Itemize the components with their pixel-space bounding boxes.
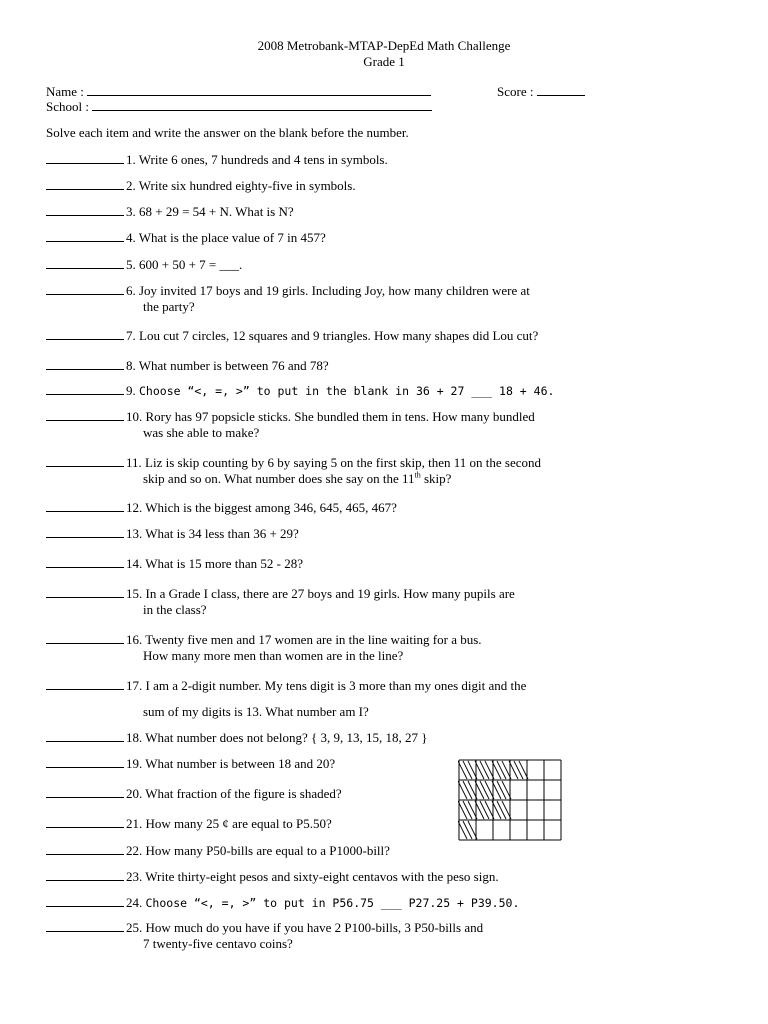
question-text-continued: sum of my digits is 13. What number am I? xyxy=(143,704,369,719)
question-number: 23. xyxy=(126,869,146,884)
question-text: How many 25 ¢ are equal to P5.50? xyxy=(145,816,332,831)
question-number: 4. xyxy=(126,230,139,245)
question-3 xyxy=(46,204,294,220)
question-number: 8. xyxy=(126,358,139,373)
question-number: 22. xyxy=(126,843,146,858)
question-text: Which is the biggest among 346, 645, 465, 467? xyxy=(145,500,397,515)
question-text: Choose “<, =, >” to put in the blank in 36 + 27 ___ 18 + 46. xyxy=(139,384,555,398)
question-21 xyxy=(46,816,332,832)
instructions: Solve each item and write the answer on the blank before the number. xyxy=(46,125,409,140)
shading-hatch xyxy=(463,761,472,779)
question-text: Write 6 ones, 7 hundreds and 4 tens in symbols. xyxy=(138,152,388,167)
question-1 xyxy=(46,152,388,168)
question-text: What number is between 76 and 78? xyxy=(138,358,329,373)
question-text: Rory has 97 popsicle sticks. She bundled them in tens. How many bundled xyxy=(145,409,535,424)
answer-blank[interactable] xyxy=(46,632,124,644)
question-number: 19. xyxy=(126,756,146,771)
question-text: Joy invited 17 boys and 19 girls. Including Joy, how many children were at xyxy=(139,283,530,298)
question-text: 68 + 29 = 54 + N. What is N? xyxy=(139,204,294,219)
grade-label: Grade 1 xyxy=(363,54,405,69)
question-23 xyxy=(46,869,499,885)
answer-blank[interactable] xyxy=(46,895,124,907)
question-text: Twenty five men and 17 women are in the line waiting for a bus. xyxy=(145,632,482,647)
question-number: 17. xyxy=(126,678,146,693)
answer-blank[interactable] xyxy=(46,500,124,512)
question-8 xyxy=(46,358,329,374)
answer-blank[interactable] xyxy=(46,920,124,932)
question-number: 24. xyxy=(126,895,146,910)
shading-hatch xyxy=(463,821,472,839)
answer-blank[interactable] xyxy=(46,455,124,467)
question-text: Liz is skip counting by 6 by saying 5 on the first skip, then 11 on the second xyxy=(145,455,542,470)
question-9 xyxy=(46,383,554,399)
shading-hatch xyxy=(463,781,472,799)
question-text: Write six hundred eighty-five in symbols. xyxy=(138,178,356,193)
question-10 xyxy=(46,409,535,440)
question-number: 3. xyxy=(126,204,139,219)
question-number: 14. xyxy=(126,556,146,571)
answer-blank[interactable] xyxy=(46,556,124,568)
shading-hatch xyxy=(497,761,506,779)
ordinal-suffix: th xyxy=(414,470,421,480)
question-text: What is 34 less than 36 + 29? xyxy=(145,526,299,541)
question-19 xyxy=(46,756,335,772)
question-20 xyxy=(46,786,342,802)
answer-blank[interactable] xyxy=(46,328,124,340)
answer-blank[interactable] xyxy=(46,257,124,269)
question-text-continued: was she able to make? xyxy=(143,425,260,440)
answer-blank[interactable] xyxy=(46,586,124,598)
question-13 xyxy=(46,526,299,542)
answer-blank[interactable] xyxy=(46,756,124,768)
question-number: 25. xyxy=(126,920,146,935)
question-number: 11. xyxy=(126,455,146,470)
question-text: Write thirty-eight pesos and sixty-eight centavos with the peso sign. xyxy=(145,869,499,884)
question-24 xyxy=(46,895,519,911)
answer-blank[interactable] xyxy=(46,869,124,881)
question-number: 12. xyxy=(126,500,146,515)
question-text: What number is between 18 and 20? xyxy=(145,756,336,771)
question-number: 5. xyxy=(126,257,139,272)
question-text: What is 15 more than 52 - 28? xyxy=(145,556,304,571)
shading-hatch xyxy=(514,761,523,779)
question-11 xyxy=(46,455,542,486)
answer-blank[interactable] xyxy=(46,526,124,538)
question-text: Lou cut 7 circles, 12 squares and 9 triangles. How many shapes did Lou cut? xyxy=(139,328,539,343)
question-number: 7. xyxy=(126,328,139,343)
question-text: 600 + 50 + 7 = ___. xyxy=(139,257,243,272)
score-row xyxy=(497,84,585,100)
shading-hatch xyxy=(497,781,506,799)
answer-blank[interactable] xyxy=(46,152,124,164)
question-15 xyxy=(46,586,515,617)
question-number: 6. xyxy=(126,283,139,298)
question-number: 21. xyxy=(126,816,146,831)
question-text: What number does not belong? { 3, 9, 13, 15, 18, 27 } xyxy=(145,730,428,745)
answer-blank[interactable] xyxy=(46,786,124,798)
answer-blank[interactable] xyxy=(46,358,124,370)
question-number: 9. xyxy=(126,383,139,398)
answer-blank[interactable] xyxy=(46,678,124,690)
question-17 xyxy=(46,678,527,719)
question-number: 2. xyxy=(126,178,139,193)
question-text: How much do you have if you have 2 P100-bills, 3 P50-bills and xyxy=(145,920,484,935)
shading-hatch xyxy=(497,801,506,819)
question-4 xyxy=(46,230,326,246)
question-text-continued: the party? xyxy=(143,299,195,314)
score-label: Score : xyxy=(497,84,534,99)
question-7 xyxy=(46,328,538,344)
answer-blank[interactable] xyxy=(46,283,124,295)
answer-blank[interactable] xyxy=(46,843,124,855)
question-18 xyxy=(46,730,427,746)
answer-blank[interactable] xyxy=(46,816,124,828)
question-number: 16. xyxy=(126,632,146,647)
name-label: Name : xyxy=(46,84,84,99)
question-text: What is the place value of 7 in 457? xyxy=(138,230,326,245)
question-number: 18. xyxy=(126,730,146,745)
question-number: 10. xyxy=(126,409,146,424)
shading-hatch xyxy=(480,801,489,819)
school-field[interactable] xyxy=(92,99,432,111)
question-25 xyxy=(46,920,484,951)
question-14 xyxy=(46,556,303,572)
question-12 xyxy=(46,500,397,516)
question-5 xyxy=(46,257,242,273)
question-text-continued: skip and so on. What number does she say on the 11th skip? xyxy=(143,470,452,486)
question-number: 13. xyxy=(126,526,146,541)
question-number: 1. xyxy=(126,152,139,167)
shaded-grid-figure xyxy=(458,759,562,843)
question-2 xyxy=(46,178,356,194)
page-title: 2008 Metrobank-MTAP-DepEd Math Challenge xyxy=(257,38,511,53)
answer-blank[interactable] xyxy=(46,383,124,395)
answer-blank[interactable] xyxy=(46,230,124,242)
question-text: In a Grade I class, there are 27 boys and 19 girls. How many pupils are xyxy=(145,586,515,601)
school-label: School : xyxy=(46,99,89,114)
question-text: What fraction of the figure is shaded? xyxy=(145,786,342,801)
answer-blank[interactable] xyxy=(46,204,124,216)
question-number: 20. xyxy=(126,786,146,801)
question-number: 15. xyxy=(126,586,146,601)
answer-blank[interactable] xyxy=(46,730,124,742)
question-6 xyxy=(46,283,530,314)
question-text-continued: How many more men than women are in the line? xyxy=(143,648,404,663)
question-text-continued: in the class? xyxy=(143,602,207,617)
question-text: I am a 2-digit number. My tens digit is 3 more than my ones digit and the xyxy=(145,678,527,693)
question-22 xyxy=(46,843,390,859)
shading-hatch xyxy=(480,781,489,799)
question-16 xyxy=(46,632,482,663)
question-text-continued: 7 twenty-five centavo coins? xyxy=(143,936,293,951)
question-text: Choose “<, =, >” to put in P56.75 ___ P27.25 + P39.50. xyxy=(145,896,520,910)
answer-blank[interactable] xyxy=(46,178,124,190)
name-row xyxy=(46,84,431,100)
answer-blank[interactable] xyxy=(46,409,124,421)
score-field[interactable] xyxy=(537,84,585,96)
name-field[interactable] xyxy=(87,84,431,96)
question-text: How many P50-bills are equal to a P1000-bill? xyxy=(145,843,390,858)
shading-hatch xyxy=(463,801,472,819)
school-row xyxy=(46,99,432,115)
shading-hatch xyxy=(480,761,489,779)
